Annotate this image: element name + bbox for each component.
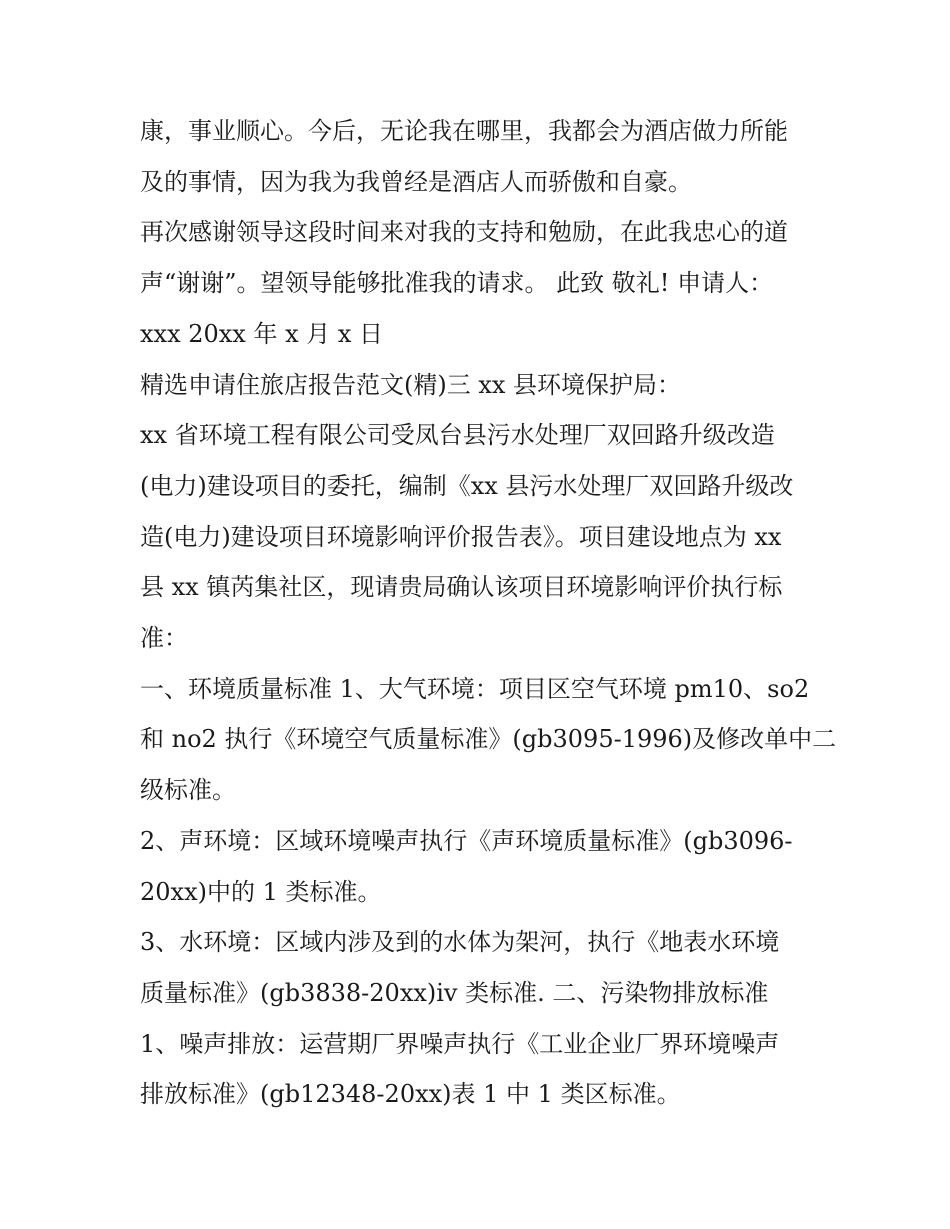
text-line: (电力)建设项目的委托，编制《xx 县污水处理厂双回路升级改 [140,471,794,500]
text-line: 和 no2 执行《环境空气质量标准》(gb3095-1996)及修改单中二 [140,725,837,754]
text-line: 质量标准》(gb3838-20xx)iv 类标准. 二、污染物排放标准 [140,978,769,1007]
text-line: 3、水环境：区域内涉及到的水体为架河，执行《地表水环境 [140,928,780,957]
text-line: 精选申请住旅店报告范文(精)三 xx 县环境保护局： [140,370,682,399]
text-line: xxx 20xx 年 x 月 x 日 [140,319,384,348]
text-line: 级标准。 [140,776,236,805]
text-line: 一、环境质量标准 1、大气环境：项目区空气环境 pm10、so2 [140,674,810,703]
text-line: 2、声环境：区域环境噪声执行《声环境质量标准》(gb3096- [140,826,793,855]
text-line: 1、噪声排放：运营期厂界噪声执行《工业企业厂界环境噪声 [140,1029,780,1058]
text-line: 造(电力)建设项目环境影响评价报告表》。项目建设地点为 xx [140,522,782,551]
text-line: 排放标准》(gb12348-20xx)表 1 中 1 类区标准。 [140,1080,681,1109]
text-line: 声“谢谢”。望领导能够批准我的请求。 此致 敬礼! 申请人： [140,269,774,298]
text-line: 20xx)中的 1 类标准。 [140,877,382,906]
document-body [140,106,837,1120]
text-line: 及的事情，因为我为我曾经是酒店人而骄傲和自豪。 [140,167,692,196]
text-line: xx 省环境工程有限公司受凤台县污水处理厂双回路升级改造 [140,421,775,450]
text-line: 县 xx 镇芮集社区，现请贵局确认该项目环境影响评价执行标 [140,573,783,602]
text-line: 再次感谢领导这段时间来对我的支持和勉励，在此我忠心的道 [140,218,788,247]
text-line: 准： [140,624,188,653]
text-line: 康，事业顺心。今后，无论我在哪里，我都会为酒店做力所能 [140,117,788,145]
